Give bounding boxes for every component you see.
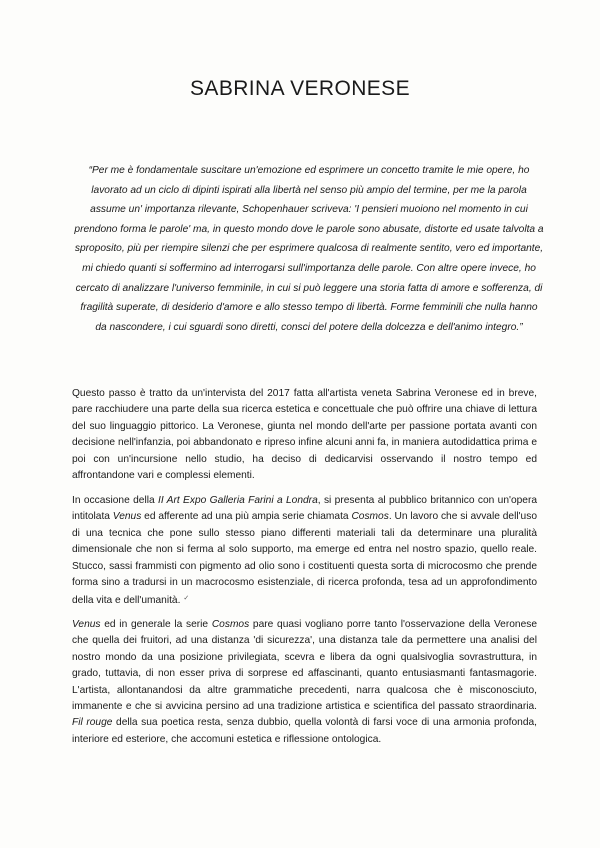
exhibition-name: II Art Expo Galleria Farini a Londra: [158, 495, 318, 506]
paragraph-analysis: [72, 617, 537, 748]
margin-mark-icon: ✓: [183, 595, 190, 603]
paragraph-text: , si presenta al pubblico britannico con un'opera intitolata: [72, 495, 537, 523]
page-title: SABRINA VERONESE: [190, 77, 410, 100]
paragraph-text: ed in generale la serie: [100, 619, 212, 630]
artist-quote: “Per me è fondamentale suscitare un'emozione ed esprimere un concetto tramite le mie opere, ho lavorato ad un ciclo di dipinti ispirati alla libertà nel senso più ampio del termine, per me la parola assume un' importanza rilevante, Schopenhauer scriveva: 'I pensieri muoiono nel momento in cui prendono forma le parole' ma, in questo mondo dove le parole sono abusate, distorte ed usate talvolta a sproposito, più per riempire silenzi che per esprimere qualcosa di realmente sentito, vero ed importante, mi chiedo quanti si soffermino ad interrogarsi sull'importanza delle parole. Con altre opere invece, ho cercato di analizzare l'universo femminile, in cui si può leggere una storia fatta di amore e sofferenza, di fragilità superate, di desiderio d'amore e allo stesso tempo di libertà. Forme femminili che nulla hanno da nascondere, i cui sguardi sono diretti, consci del potere della dolcezza e dell'animo integro.”: [74, 165, 544, 333]
paragraph-text: pare quasi vogliano porre tanto l'osservazione della Veronese che quella dei fruitori, ad una distanza 'di sicurezza', una distanza tale da permettere una analisi del nostro mondo da una posizione privilegiata, scevra e libera da ogni qualsivoglia sovrastruttura, in grado, tuttavia, di non esser priva di sorprese ed affascinanti, quanto entusiasmanti fantasmagorie. L'artista, allontanandosi da altre grammatiche precedenti, narra qualcosa che è misconosciuto, immanente e che si avvicina persino ad una tradizione artistica e scientifica del passato straordinaria.: [72, 619, 537, 713]
artwork-title: Venus: [112, 511, 142, 523]
paragraph-text: . Un lavoro che si avvale dell'uso di una tecnica che pone sullo stesso piano differenti materiali tali da determinare una pluralità dimensionale che non si ferma al solo supporto, ma emerge ed entra nel nostro spazio, quello reale. Stucco, sassi frammisti con pigmento ad olio sono i costituenti questa sorta di microcosmo che prende forma sino a tradursi in un macrocosmo esistenziale, di ricerca profonda, tesa ad un approfondimento della vita e dell'umanità.: [72, 511, 537, 607]
paragraph-text: ed afferente ad una più ampia serie chiamata: [141, 511, 352, 523]
paragraph-exhibition: [72, 493, 537, 610]
paragraph-text: In occasione della: [72, 495, 159, 506]
fil-rouge-term: Fil rouge: [72, 717, 113, 729]
series-title: Cosmos: [351, 511, 389, 523]
series-title: Cosmos: [211, 619, 250, 630]
artwork-title: Venus: [72, 619, 101, 630]
paragraph-intro: Questo passo è tratto da un'intervista del 2017 fatta all'artista veneta Sabrina Veronese ed in breve, pare racchiudere una parte della sua ricerca estetica e concettuale che può offrire una chiave di lettura del suo linguaggio pittorico. La Veronese, giunta nel mondo dell'arte per passione portata avanti con decisione nell'infanzia, poi abbandonato e ripreso infine alcuni anni fa, in maniera autodidattica prima e poi con un'incursione nello studio, ha deciso di dedicarvisi osservando il nostro tempo ed affrontandone vari e complessi elementi.: [72, 388, 537, 482]
paragraph-text: della sua poetica resta, senza dubbio, quella volontà di farsi voce di una armonia profonda, interiore ed esteriore, che accomuni estetica e riflessione ontologica.: [72, 717, 537, 745]
